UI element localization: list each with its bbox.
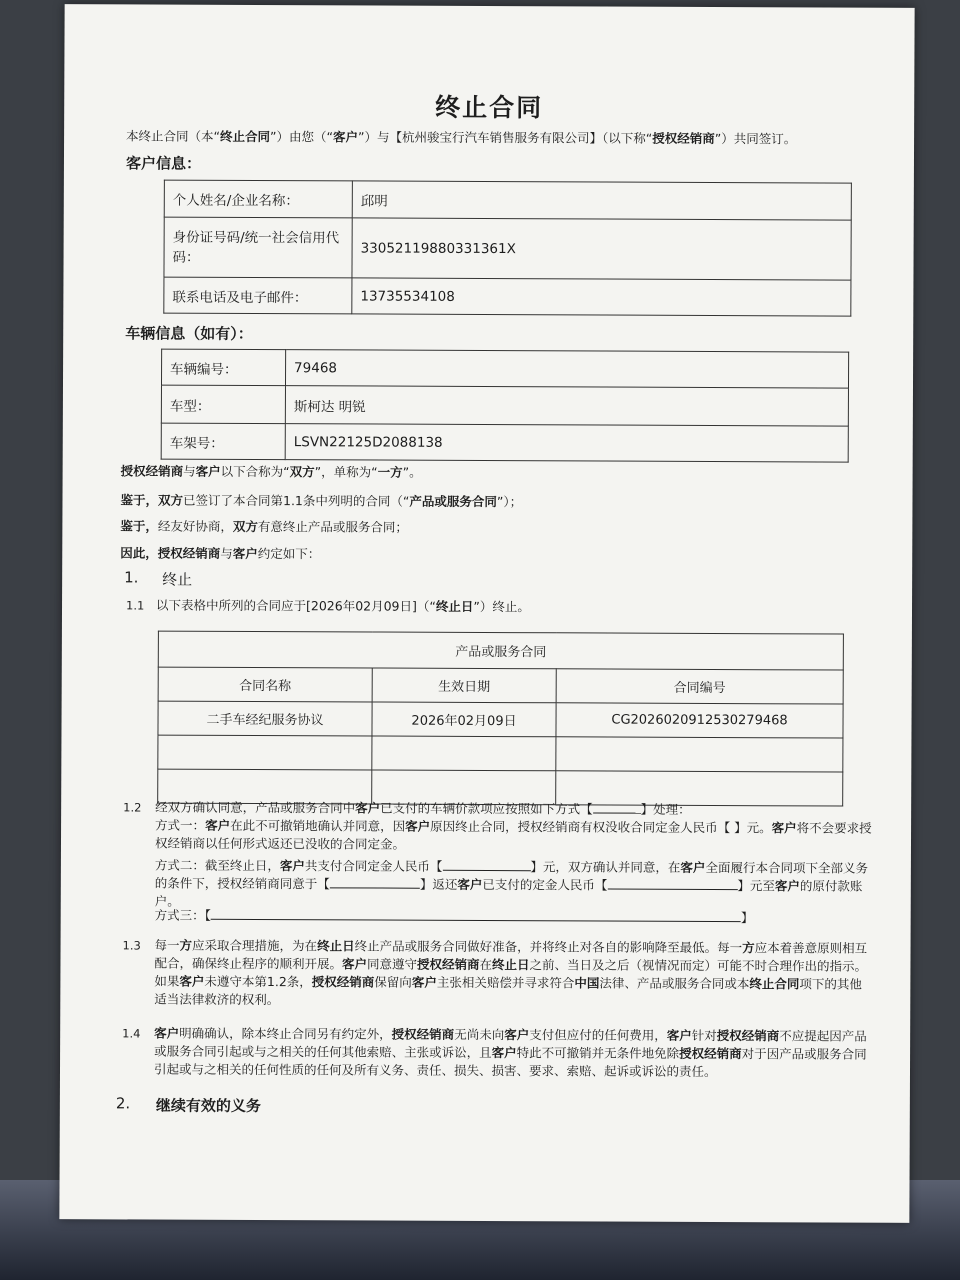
customer-name-label: 个人姓名/企业名称： [164, 180, 352, 218]
recital-whereas-2: 鉴于，经友好协商，双方有意终止产品或服务合同； [120, 518, 408, 535]
section1-number: 1. [124, 568, 139, 587]
col-header-effective-date: 生效日期 [372, 668, 556, 703]
method3-blank[interactable] [211, 908, 741, 922]
clause-1-4-text: 客户明确确认，除本终止合同另有约定外，授权经销商无尚未向客户支付但应付的任何费用，客户针对授权经销商不应提起因产品 或服务合同引起或与之相关的任何其他索赔、主张或诉讼，且客户特此不可撤销并无条件地免除授权经销商对于因产品或服务合同 引起或与之相关的任何性质的任何及所有义务、责任、损失、损害、要求、索赔、起诉或诉讼的责任。 [153, 1025, 867, 1080]
contract-table-caption: 产品或服务合同 [158, 631, 843, 670]
recital-therefore: 因此，授权经销商与客户约定如下： [120, 545, 321, 562]
section2-number: 2. [115, 1094, 131, 1113]
contract-number-cell: CG2026020912530279468 [556, 703, 843, 738]
vehicle-number-label: 车辆编号： [161, 349, 285, 386]
clause-1-2-method1: 方式一：客户在此不可撤销地确认并同意，因客户原因终止合同，授权经销商有权没收合同定金人民币【 】元。客户将不会要求授 权经销商以任何形式返还已没收的合同定金。 [154, 817, 872, 852]
vehicle-info-heading: 车辆信息（如有）： [125, 324, 253, 343]
vehicle-model-label: 车型： [161, 385, 285, 424]
intro-paragraph: 本终止合同（本“终止合同”）由您（“客户”）与【杭州骏宝行汽车销售服务有限公司】（以下称“授权经销商”）共同签订。 [126, 128, 797, 147]
customer-info-table [163, 180, 852, 317]
table-row [164, 180, 851, 220]
customer-contact-label: 联系电话及电子邮件： [164, 277, 352, 314]
table-row [164, 217, 851, 280]
deposit-amount-blank[interactable] [442, 859, 530, 871]
table-row-empty [158, 735, 843, 772]
contract-page [59, 4, 914, 1223]
clause-1-2-method3: 方式三：【 】 [154, 907, 754, 926]
col-header-contract-number: 合同编号 [556, 669, 843, 704]
clause-1-3-text: 每一方应采取合理措施，为在终止日终止产品或服务合同做好准备，并将终止对各自的影响降至最低。每一方应本着善意原则相互 配合，确保终止程序的顺利开展。客户同意遵守授权经销商在终止日之前、当日及之后（视情况而定）可能不时合理作出的指示。 如果客户未遵守本第1.2条，授权经销商保留向客户主张相关赔偿并寻求符合中国法律、产品或服务合同或本终止合同项下的其他 适当法律救济的权利。 [154, 937, 868, 1008]
section2-title: 继续有效的义务 [155, 1096, 261, 1116]
clause-1-2-line1: 经双方确认同意，产品或服务合同中客户已支付的车辆价款项应按照如下方式【 】处理： [155, 799, 691, 817]
vehicle-model-value: 斯柯达 明锐 [285, 386, 848, 426]
refund-date-blank[interactable] [330, 876, 420, 888]
table-row [161, 349, 848, 388]
table-row [164, 277, 851, 316]
customer-info-heading: 客户信息： [125, 154, 202, 173]
vin-value: LSVN22125D2088138 [285, 424, 848, 462]
table-caption-row [158, 631, 843, 670]
effective-date-cell: 2026年02月09日 [372, 702, 556, 737]
customer-name-value: 邱明 [352, 181, 851, 220]
customer-id-value: 330521198803313​61X [352, 218, 851, 280]
document-title: 终止合同 [435, 92, 544, 123]
table-row [161, 423, 848, 462]
vin-label: 车架号： [161, 423, 285, 460]
refund-amount-blank[interactable] [607, 878, 737, 891]
table-row [158, 701, 843, 738]
clause-1-2-number: 1.2 [123, 800, 142, 815]
recital-parties: 授权经销商与客户以下合称为“双方”，单称为“一方”。 [120, 463, 422, 480]
customer-contact-value: 13735534108 [352, 278, 851, 316]
method-blank[interactable] [593, 801, 641, 813]
table-row [161, 385, 848, 426]
clause-1-1-text: 以下表格中所列的合同应于[2026年02月09日]（“终止日”）终止。 [156, 597, 530, 615]
table-header-row [158, 667, 843, 704]
recital-whereas-1: 鉴于，双方已签订了本合同第1.1条中列明的合同（“产品或服务合同”）； [120, 492, 523, 510]
customer-id-label: 身份证号码/统一社会信用代码： [164, 217, 352, 278]
clause-1-3-number: 1.3 [122, 938, 141, 953]
section1-title: 终止 [162, 570, 193, 589]
col-header-contract-name: 合同名称 [158, 667, 372, 702]
clause-1-1-number: 1.1 [126, 598, 145, 613]
contract-table [157, 631, 844, 807]
vehicle-number-value: 79468 [285, 350, 848, 388]
contract-name-cell: 二手车经纪服务协议 [158, 701, 372, 736]
vehicle-info-table [161, 349, 849, 463]
clause-1-4-number: 1.4 [122, 1026, 141, 1041]
clause-1-2-method2: 方式二：截至终止日，客户共支付合同定金人民币【 】元，双方确认并同意，在客户全面履行本合同项下全部义务 的条件下，授权经销商同意于【 】返还客户已支付的定金人民币【 】元至客户的原付款账 户。 [154, 857, 869, 909]
